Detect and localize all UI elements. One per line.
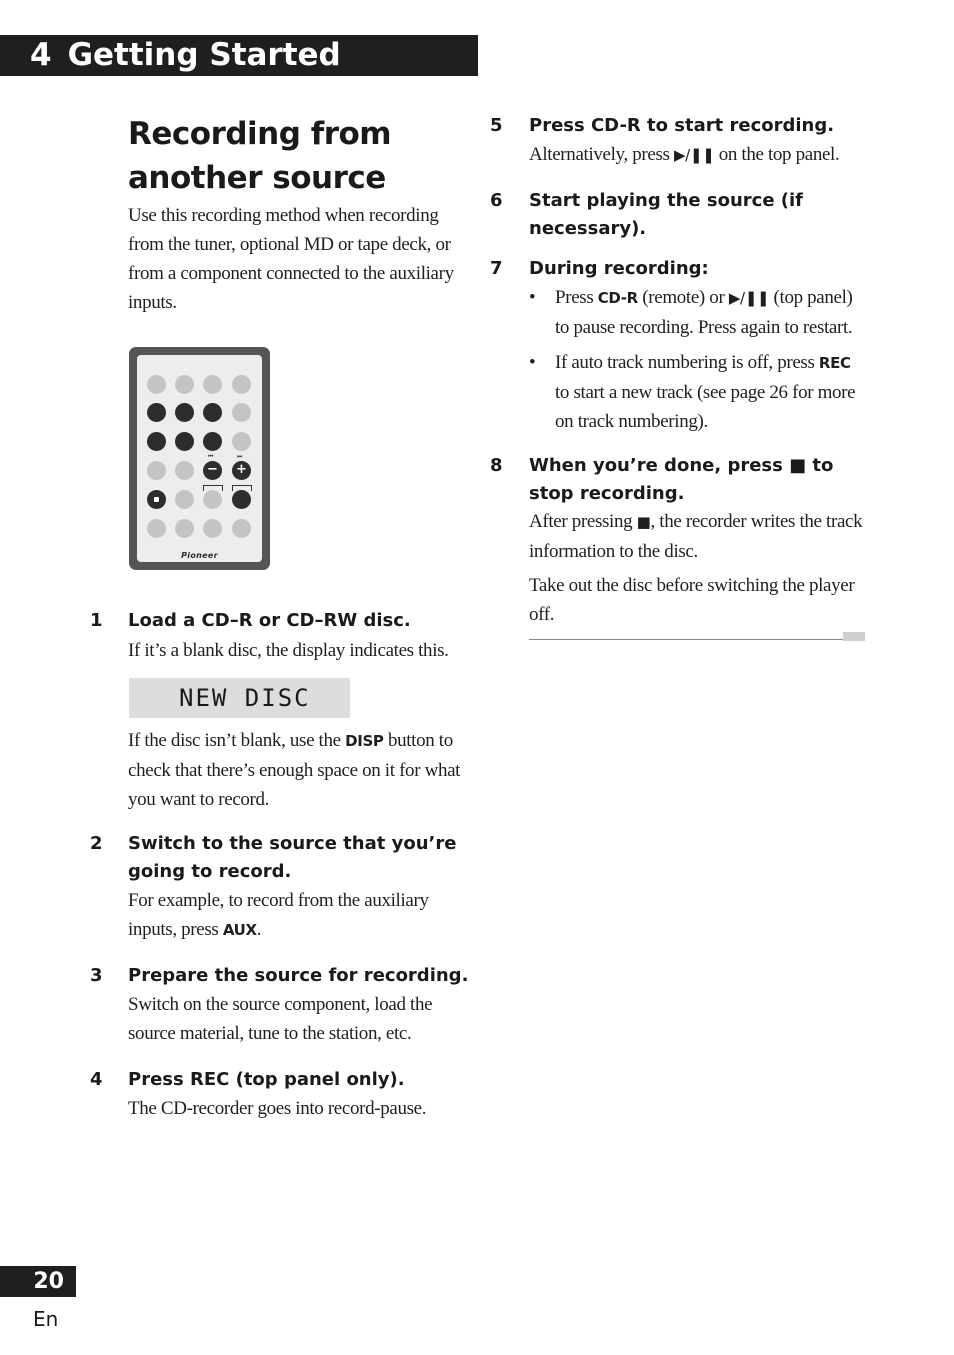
remote-face: [137, 355, 262, 562]
stop-icon: ■: [636, 513, 651, 531]
heading-line: stop recording.: [529, 483, 685, 504]
remote-button: [175, 461, 194, 480]
step-body: If it’s a blank disc, the display indicates this.: [128, 640, 449, 661]
step-heading: Prepare the source for recording.: [128, 965, 469, 986]
heading-line: necessary).: [529, 218, 647, 239]
text-fragment: If the disc isn’t blank, use the: [128, 730, 346, 751]
plus-button: +: [232, 461, 251, 480]
key-label-disp: DISP: [345, 732, 384, 750]
list-item: [529, 283, 869, 342]
remote-button: [203, 375, 222, 394]
key-label-cd-r: CD-R: [597, 289, 638, 307]
heading-line: [529, 452, 869, 480]
section-end-rule: [529, 639, 843, 640]
key-label-rec: REC: [818, 354, 851, 372]
step-number: 6: [490, 190, 503, 211]
step-number: 8: [490, 455, 503, 476]
remote-button: [147, 432, 166, 451]
remote-button: [175, 519, 194, 538]
text-fragment: For example, to record from the auxiliary inputs, press: [128, 890, 429, 940]
page-number: 20: [0, 1266, 76, 1297]
remote-button: [232, 432, 251, 451]
remote-button: [147, 461, 166, 480]
remote-button: [175, 432, 194, 451]
step-number: 7: [490, 258, 503, 279]
step-heading: During recording:: [529, 258, 709, 279]
text-fragment: (remote) or: [637, 287, 729, 308]
list-item: [529, 348, 869, 436]
section-title-line2: another source: [128, 160, 386, 196]
step-body: [128, 886, 458, 945]
text-fragment: If auto track numbering is off, press: [555, 352, 819, 373]
text-fragment: After pressing: [529, 511, 637, 532]
chapter-header: [0, 35, 478, 76]
section-title: [128, 112, 468, 200]
text-fragment: When you’re done, press: [529, 455, 790, 476]
bullet-glyph: •: [529, 352, 536, 373]
remote-button: [232, 403, 251, 422]
step-number: 4: [90, 1069, 103, 1090]
step-heading: [128, 830, 473, 886]
record-button: [147, 490, 166, 509]
stop-icon: ■: [789, 455, 807, 476]
key-label-aux: AUX: [222, 921, 257, 939]
step-body: [529, 140, 869, 170]
remote-button: [147, 519, 166, 538]
step-heading: [529, 452, 869, 508]
remote-button: [232, 375, 251, 394]
remote-button: [232, 519, 251, 538]
step-number: 3: [90, 965, 103, 986]
chapter-title: Getting Started: [67, 37, 341, 73]
remote-button: [203, 519, 222, 538]
text-fragment: , the recorder writes the track information to the disc.: [529, 511, 863, 562]
section-title-line1: Recording from: [128, 116, 392, 152]
play-pause-icon: ▶/❚❚: [673, 146, 715, 164]
heading-line: going to record.: [128, 861, 292, 882]
heading-line: Switch to the source that you’re: [128, 833, 457, 854]
step-body: [128, 726, 468, 814]
skip-forward-icon: ⏭: [237, 453, 243, 460]
bullet-list: [529, 283, 869, 442]
remote-brand-logo: Pioneer: [181, 551, 218, 560]
remote-control-illustration: [129, 347, 270, 570]
step-heading: Press REC (top panel only).: [128, 1069, 405, 1090]
text-fragment: .: [256, 919, 262, 940]
remote-button: [203, 490, 222, 509]
step-heading: [529, 187, 869, 243]
remote-button: [203, 403, 222, 422]
step-body: The CD-recorder goes into record-pause.: [128, 1098, 427, 1119]
remote-button: [175, 375, 194, 394]
remote-button: [147, 375, 166, 394]
step-number: 2: [90, 833, 103, 854]
step-heading: Press CD-R to start recording.: [529, 115, 835, 136]
language-label: En: [33, 1307, 59, 1331]
display-readout: NEW DISC: [129, 678, 350, 718]
text-fragment: (top panel) to pause recording. Press again to restart.: [555, 287, 853, 338]
remote-button: [175, 403, 194, 422]
chapter-number: 4: [30, 37, 52, 73]
step-number: 1: [90, 610, 103, 631]
text-fragment: Alternatively, press: [529, 144, 674, 165]
text-fragment: Press: [555, 287, 598, 308]
text-fragment: to start a new track (see page 26 for more on track numbering).: [555, 382, 856, 432]
step-number: 5: [490, 115, 503, 136]
bullet-glyph: •: [529, 287, 536, 308]
section-end-marker: [843, 632, 865, 641]
remote-button: [175, 490, 194, 509]
text-fragment: to: [806, 455, 834, 476]
skip-back-icon: ⏮: [208, 453, 214, 460]
step-heading: Load a CD–R or CD–RW disc.: [128, 610, 411, 631]
intro-paragraph: Use this recording method when recording from the tuner, optional MD or tape deck, or from a component connected to the auxiliary inputs.: [128, 205, 454, 313]
remote-button: [232, 490, 251, 509]
remote-button: [203, 432, 222, 451]
text-fragment: on the top panel.: [714, 144, 840, 165]
heading-line: Start playing the source (if: [529, 190, 804, 211]
text-fragment: button to check that there’s enough space on it for what you want to record.: [128, 730, 461, 810]
play-pause-icon: ▶/❚❚: [728, 289, 770, 307]
remote-button: [147, 403, 166, 422]
step-body: [529, 507, 864, 566]
step-body: Switch on the source component, load the source material, tune to the station, etc.: [128, 994, 433, 1044]
minus-button: −: [203, 461, 222, 480]
step-body: Take out the disc before switching the player off.: [529, 575, 855, 625]
